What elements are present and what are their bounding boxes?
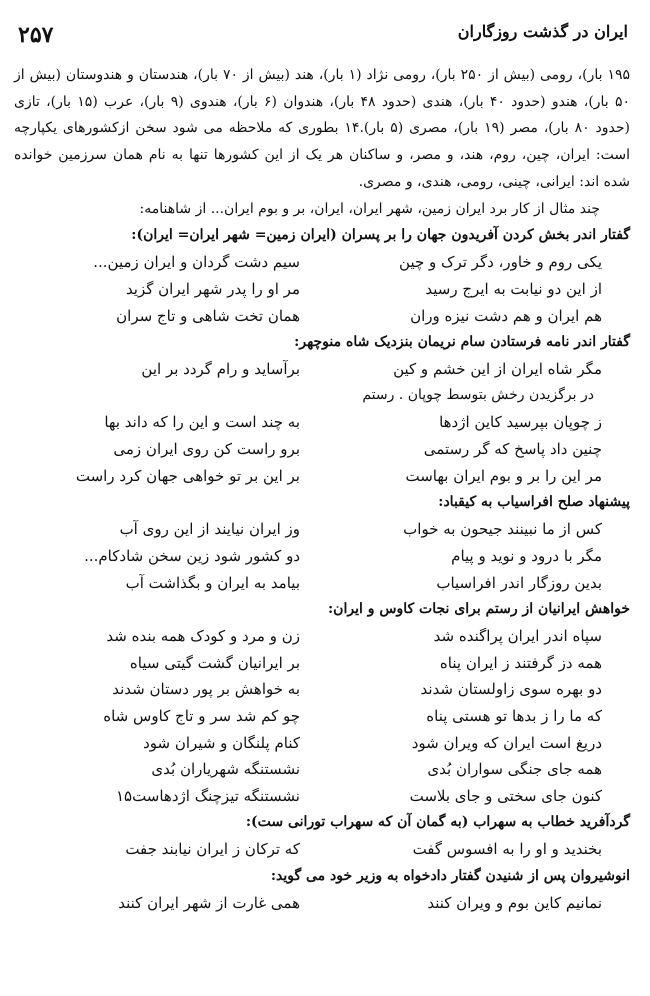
verse-hemistich-second: بر ایرانیان گشت گیتی سیاه <box>129 653 300 672</box>
verse-couplet <box>14 649 630 676</box>
verse-hemistich-second: نشستنگه شهریاران بُدی <box>151 760 300 779</box>
verse-couplet <box>14 836 630 863</box>
verse-couplet <box>14 436 630 463</box>
section-heading: پیشنهاد صلح افراسیاب به کیقباد: <box>438 494 630 511</box>
running-header-title: ایران در گذشت روزگاران <box>457 22 628 41</box>
verse-hemistich-first: بخندید و او را به افسوس گفت <box>412 840 602 859</box>
verse-couplet <box>14 623 630 650</box>
verse-hemistich-second: همی غارت از شهر ایران کنند <box>118 893 300 912</box>
verse-hemistich-first: که ما را ز بدها تو هستی پناه <box>426 707 602 726</box>
verse-hemistich-second: که ترکان ز ایران نیابند جفت <box>125 840 300 859</box>
page-number: ۲۵۷ <box>18 22 54 48</box>
verse-hemistich-second: چو کم شد سر و تاج کاوس شاه <box>103 707 300 726</box>
body-paragraph: چند مثال از کار برد ایران زمین، شهر ایران، ایران، بر و بوم ایران... از شاهنامه: <box>139 200 600 217</box>
section-heading: گفتار اندر نامه فرستادن سام نریمان بنزدیک شاه منوچهر: <box>294 333 630 350</box>
verse-couplet <box>14 302 630 329</box>
section-heading: انوشیروان پس از شنیدن گفتار دادخواه به وزیر خود می گوید: <box>270 867 630 884</box>
verse-hemistich-second: برآساید و رام گردد بر این <box>141 360 300 379</box>
verse-hemistich-second: سیم دشت گردان و ایران زمین... <box>93 253 300 272</box>
verse-hemistich-second: به چند است و این را که داند بها <box>104 413 300 432</box>
verse-couplet <box>14 756 630 783</box>
verse-hemistich-first: از این دو نیابت به ایرج رسید <box>425 279 602 298</box>
verse-hemistich-first: چنین داد پاسخ که گر رستمی <box>423 440 602 459</box>
verse-couplet <box>14 409 630 436</box>
verse-hemistich-second: بر این بر تو خواهی جهان کرد راست <box>75 466 300 485</box>
verse-couplet <box>14 356 630 383</box>
verse-hemistich-second: مر او را پدر شهر ایران گزید <box>125 279 300 298</box>
verse-couplet <box>14 543 630 570</box>
verse-hemistich-first: دو بهره سوی زاولستان شدند <box>420 680 602 699</box>
body-paragraph: ۱۹۵ بار)، رومی (بیش از ۲۵۰ بار)، رومی نژاد (۱ بار)، هند (بیش از ۷۰ بار)، هندستان و هندوستان (بیش از ۵۰ بار)، هندو (حدود ۴۰ بار)، هندی (حدود ۴۸ بار)، هندوان (۶ بار)، هندوی (۹ بار)، عرب (۱۵ بار)، تازی (حدود ۸۰ بار)، مصر (۱۹ بار)، مصری (۵ بار).۱۴ بطوری که ملاحظه می شود سخن ازکشورهای یکپارچه است: ایران، چین، روم، هند، و مصر، و ساکنان هر یک از این کشورها تنها به نام همان سرزمین خوانده شده اند: ایرانی، چینی، رومی، هندی، و مصری. <box>14 67 630 190</box>
verse-couplet <box>14 249 630 276</box>
verse-hemistich-second: کنام پلنگان و شیران شود <box>143 733 300 752</box>
verse-hemistich-second: نشستنگه تیزچنگ اژدهاست۱۵ <box>115 787 300 806</box>
verse-hemistich-second: وز ایران نیایند از این روی آب <box>119 520 300 539</box>
verse-hemistich-second: به خواهش بر پور دستان شدند <box>112 680 300 699</box>
verse-hemistich-second: برو راست کن روی ایران زمی <box>113 440 300 459</box>
verse-hemistich-first: همه دز گرفتند ز ایران پناه <box>439 653 602 672</box>
verse-couplet <box>14 676 630 703</box>
verse-hemistich-first: نمانیم کاین بوم و ویران کنند <box>427 893 602 912</box>
section-heading: گفتار اندر بخش کردن آفریدون جهان را بر پسران (ایران زمین= شهر ایران= ایران): <box>131 227 630 244</box>
verse-couplet <box>14 783 630 810</box>
verse-couplet <box>14 569 630 596</box>
verse-hemistich-first: کس از ما نبینند جیحون به خواب <box>403 520 602 539</box>
verse-hemistich-first: ز چوپان بپرسید کاین اژدها <box>439 413 602 432</box>
verse-couplet <box>14 729 630 756</box>
verse-couplet <box>14 516 630 543</box>
verse-hemistich-second: زن و مرد و کودک همه بنده شد <box>106 626 300 645</box>
verse-couplet <box>14 462 630 489</box>
verse-hemistich-first: همه جای جنگی سواران بُدی <box>427 760 602 779</box>
verse-hemistich-first: بدین روزگار اندر افراسیاب <box>436 573 602 592</box>
section-heading: گردآفرید خطاب به سهراب (به گمان آن که سهراب تورانی ست): <box>245 814 630 831</box>
verse-hemistich-first: یکی روم و خاور، دگر ترک و چین <box>399 253 602 272</box>
verse-hemistich-second: همان تخت شاهی و تاج سران <box>116 306 300 325</box>
section-note: در برگزیدن رخش بتوسط چوپان . رستم <box>362 387 594 404</box>
verse-couplet <box>14 276 630 303</box>
verse-hemistich-first: مگر با درود و نوید و پیام <box>451 546 602 565</box>
verse-hemistich-second: بیامد به ایران و بگذاشت آب <box>125 573 300 592</box>
verse-hemistich-first: دریغ است ایران که ویران شود <box>411 733 602 752</box>
page-body <box>14 62 630 916</box>
verse-hemistich-first: مگر شاه ایران از این خشم و کین <box>393 360 602 379</box>
verse-hemistich-first: هم ایران و هم دشت نیزه وران <box>410 306 602 325</box>
section-heading: خواهش ایرانیان از رستم برای نجات کاوس و ایران: <box>328 600 630 617</box>
verse-couplet <box>14 703 630 730</box>
verse-couplet <box>14 890 630 917</box>
verse-hemistich-first: مر این را بر و بوم ایران بهاست <box>405 466 602 485</box>
verse-hemistich-first: سپاه اندر ایران پراگنده شد <box>433 626 602 645</box>
verse-hemistich-first: کنون جای سختی و جای بلاست <box>409 787 602 806</box>
verse-hemistich-second: دو کشور شود زین سخن شادکام... <box>84 546 300 565</box>
